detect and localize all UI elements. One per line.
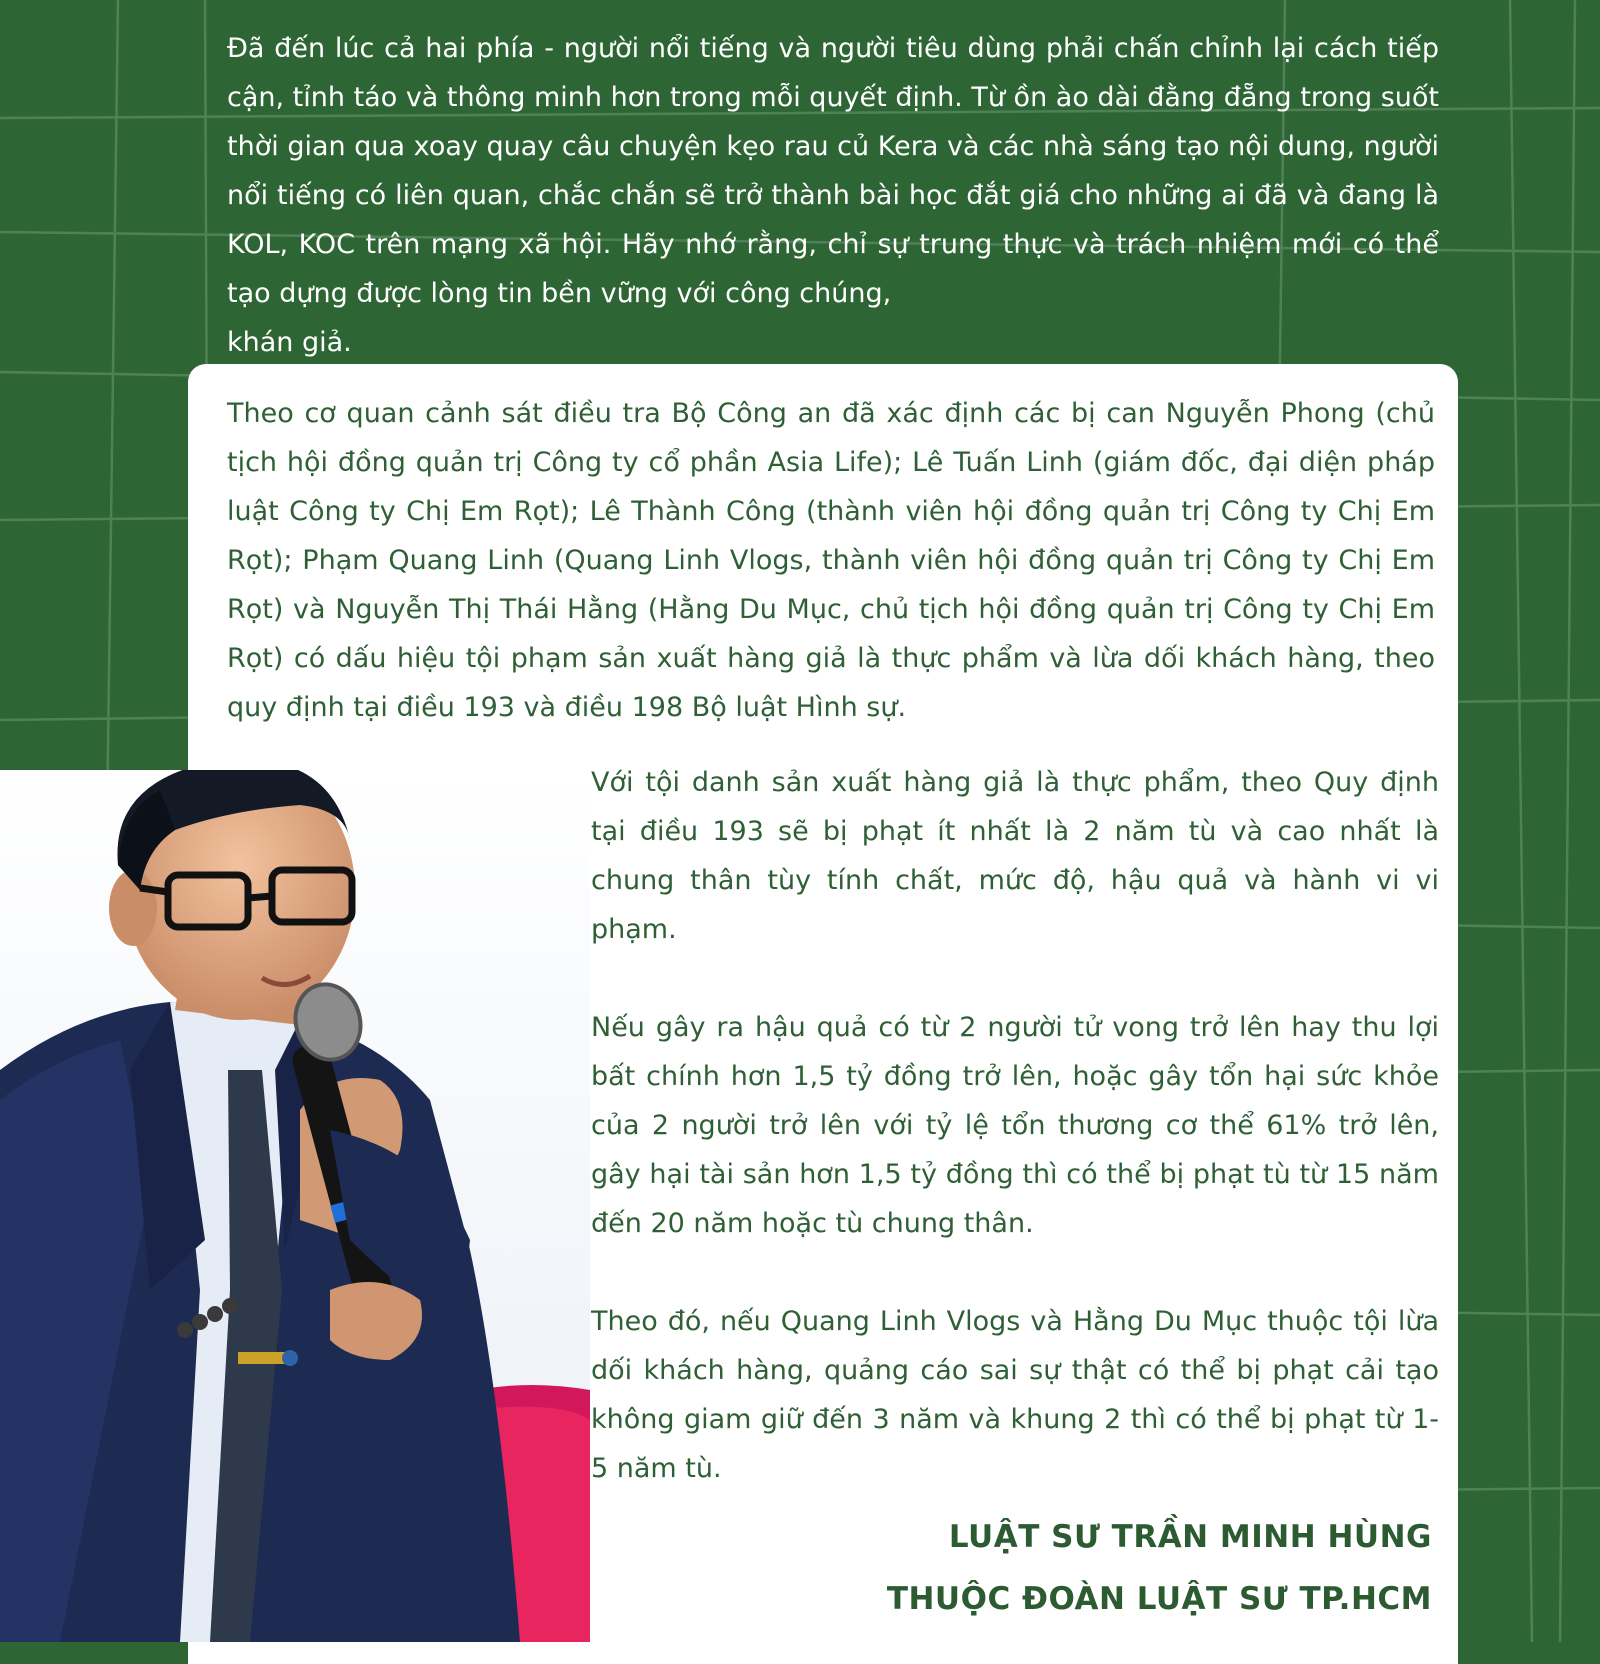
paragraph-aggravated-penalty: Nếu gây ra hậu quả có từ 2 người tử vong trở lên hay thu lợi bất chính hơn 1,5 tỷ đồng trở lên, hoặc gây tổn hại sức khỏe của 2 người trở lên với tỷ lệ tổn thương cơ thể 61% trở lên, gây hại tài sản hơn 1,5 tỷ đồng thì có thể bị phạt tù từ 15 năm đến 20 năm hoặc tù chung thân. <box>591 1012 1439 1239</box>
penalty-text-column <box>591 758 1439 1493</box>
author-signature <box>887 1506 1432 1630</box>
intro-paragraph <box>227 24 1439 367</box>
lawyer-portrait-image <box>0 770 590 1642</box>
paragraph-counterfeit-penalty: Với tội danh sản xuất hàng giả là thực phẩm, theo Quy định tại điều 193 sẽ bị phạt ít nhất là 2 năm tù và cao nhất là chung thân tùy tính chất, mức độ, hậu quả và hành vi vi phạm. <box>591 767 1439 945</box>
intro-text: Đã đến lúc cả hai phía - người nổi tiếng và người tiêu dùng phải chấn chỉnh lại cách tiếp cận, tỉnh táo và thông minh hơn trong mỗi quyết định. Từ ồn ào dài đằng đẵng trong suốt thời gian qua xoay quay câu chuyện kẹo rau củ Kera và các nhà sáng tạo nội dung, người nổi tiếng có liên quan, chắc chắn sẽ trở thành bài học đắt giá cho những ai đã và đang là KOL, KOC trên mạng xã hội. Hãy nhớ rằng, chỉ sự trung thực và trách nhiệm mới có thể tạo dựng được lòng tin bền vững với công chúng, <box>227 33 1439 309</box>
paragraph-fraud-penalty: Theo đó, nếu Quang Linh Vlogs và Hằng Du Mục thuộc tội lừa dối khách hàng, quảng cáo sai sự thật có thể bị phạt cải tạo không giam giữ đến 3 năm và khung 2 thì có thể bị phạt từ 1- 5 năm tù. <box>591 1306 1439 1484</box>
author-name: LUẬT SƯ TRẦN MINH HÙNG <box>948 1519 1432 1555</box>
intro-last-line: khán giả. <box>227 327 352 358</box>
paragraph-investigation: Theo cơ quan cảnh sát điều tra Bộ Công an đã xác định các bị can Nguyễn Phong (chủ tịch hội đồng quản trị Công ty cổ phần Asia Life); Lê Tuấn Linh (giám đốc, đại diện pháp luật Công ty Chị Em Rọt); Lê Thành Công (thành viên hội đồng quản trị Công ty Chị Em Rọt); Phạm Quang Linh (Quang Linh Vlogs, thành viên hội đồng quản trị Công ty Chị Em Rọt) và Nguyễn Thị Thái Hằng (Hằng Du Mục, chủ tịch hội đồng quản trị Công ty Chị Em Rọt) có dấu hiệu tội phạm sản xuất hàng giả là thực phẩm và lừa dối khách hàng, theo quy định tại điều 193 và điều 198 Bộ luật Hình sự. <box>227 398 1435 723</box>
author-affiliation: THUỘC ĐOÀN LUẬT SƯ TP.HCM <box>886 1581 1432 1617</box>
